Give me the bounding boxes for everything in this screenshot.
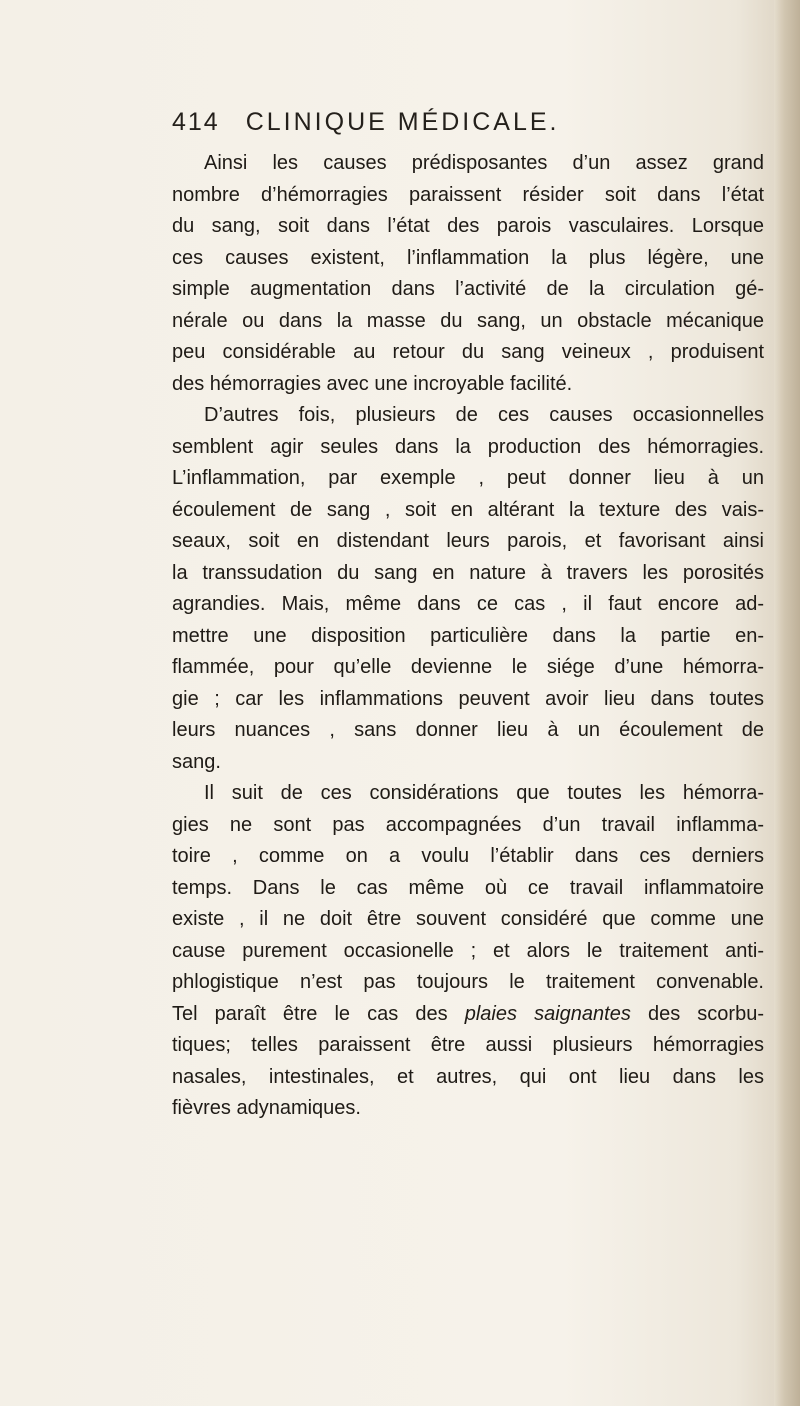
paragraph-line: leurs nuances , sans donner lieu à un écoulement de	[172, 719, 764, 741]
header-title: CLINIQUE MÉDICALE.	[245, 108, 560, 136]
paragraph-line: temps. Dans le cas même où ce travail inflammatoire	[172, 876, 764, 899]
paragraph-line: sang.	[172, 750, 221, 773]
paragraph-line: cause purement occasionelle ; et alors le traitement anti-	[172, 939, 764, 962]
paragraph-line-with-italic	[172, 999, 764, 1031]
paragraph-line: gies ne sont pas accompagnées d’un travail inflamma-	[172, 813, 764, 836]
paragraph-line: semblent agir seules dans la production des hémorragies.	[172, 435, 764, 458]
body-text	[172, 148, 764, 1125]
paragraph-line: peu considérable au retour du sang veineux , produisent	[172, 341, 764, 363]
paragraph-line: la transsudation du sang en nature à travers les porosités	[172, 561, 764, 584]
line-text-before-italic: Tel paraît être le cas des	[172, 1002, 448, 1025]
paragraph-line: agrandies. Mais, même dans ce cas , il faut encore ad-	[172, 593, 764, 615]
paragraph-line: gie ; car les inflammations peuvent avoir lieu dans toutes	[172, 687, 764, 710]
paragraph-line: D’autres fois, plusieurs de ces causes occasionnelles	[204, 404, 764, 426]
paragraph-line: nasales, intestinales, et autres, qui ont lieu dans les	[172, 1065, 764, 1088]
paragraph-line: Il suit de ces considérations que toutes les hémorra-	[204, 782, 764, 804]
page-number: 414	[172, 108, 220, 136]
paragraph-line: Ainsi les causes prédisposantes d’un assez grand	[204, 152, 764, 174]
paragraph-line: phlogistique n’est pas toujours le traitement convenable.	[172, 971, 764, 993]
paragraph-line: des hémorragies avec une incroyable facilité.	[172, 372, 573, 395]
paragraph-line: écoulement de sang , soit en altérant la texture des vais-	[172, 498, 764, 521]
paragraph-line: flammée, pour qu’elle devienne le siége d’une hémorra-	[172, 656, 764, 678]
paragraph-line: ces causes existent, l’inflammation la plus légère, une	[172, 246, 764, 269]
italic-phrase: plaies saignantes	[464, 1002, 631, 1025]
paragraph-line: nombre d’hémorragies paraissent résider soit dans l’état	[172, 183, 764, 206]
paragraph-line: L’inflammation, par exemple , peut donner lieu à un	[172, 467, 764, 489]
paragraph-line: du sang, soit dans l’état des parois vasculaires. Lorsque	[172, 215, 764, 237]
paragraph-line: existe , il ne doit être souvent considéré que comme une	[172, 908, 764, 930]
line-text-after-italic: des scorbu-	[647, 1002, 764, 1025]
paragraph-line: seaux, soit en distendant leurs parois, et favorisant ainsi	[172, 530, 764, 552]
paragraph-line: nérale ou dans la masse du sang, un obstacle mécanique	[172, 309, 764, 332]
paragraph-line: toire , comme on a voulu l’établir dans ces derniers	[172, 845, 764, 867]
running-head	[172, 108, 692, 142]
page-edge	[774, 0, 800, 1406]
paragraph-line: fièvres adynamiques.	[172, 1097, 361, 1119]
paragraph-line: simple augmentation dans l’activité de la circulation gé-	[172, 278, 764, 300]
paragraph-line: tiques; telles paraissent être aussi plusieurs hémorragies	[172, 1034, 764, 1056]
paragraph-line: mettre une disposition particulière dans la partie en-	[172, 624, 764, 647]
